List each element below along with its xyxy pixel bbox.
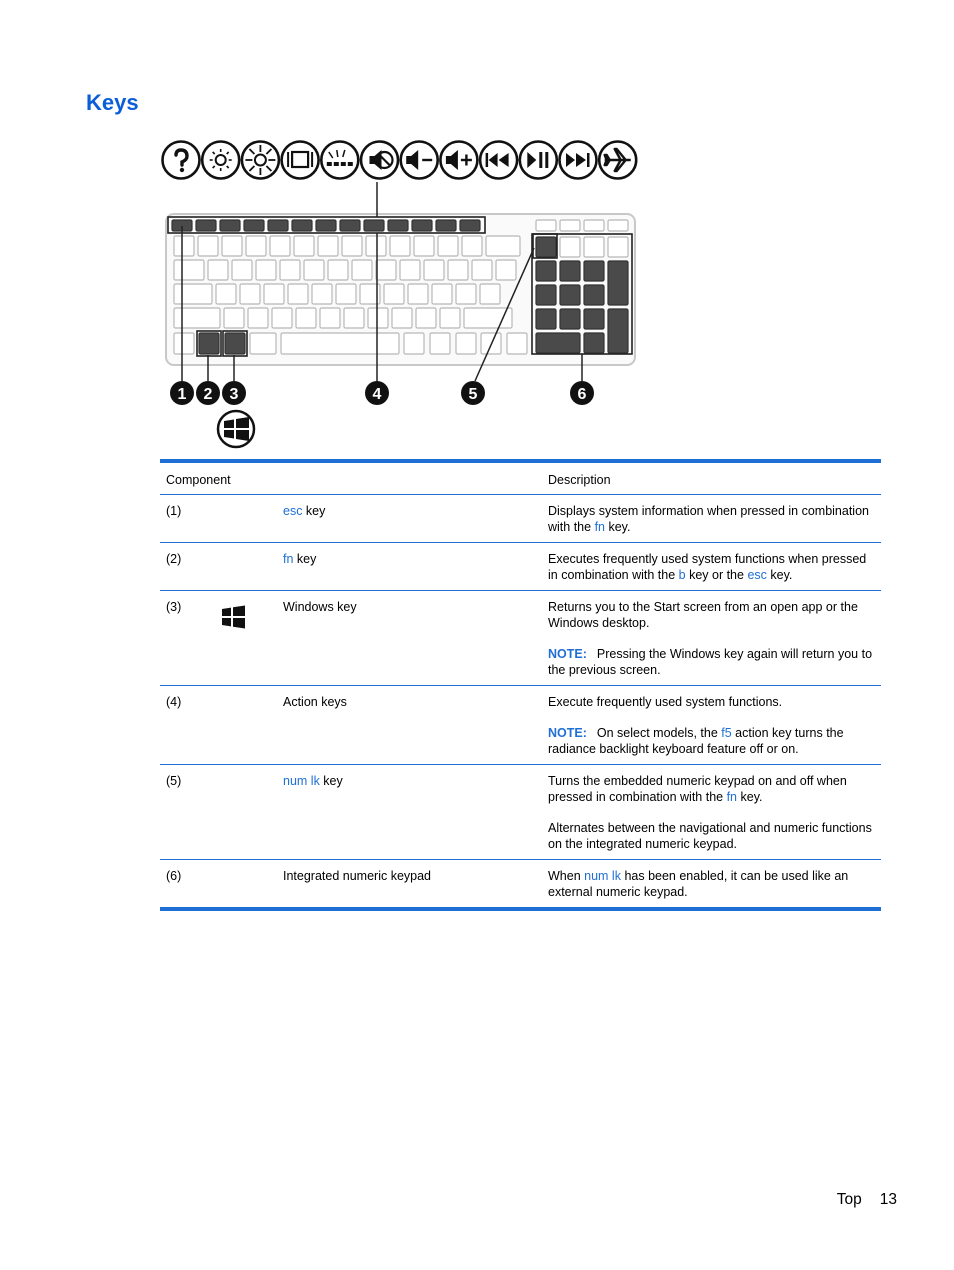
- keyboard-key: [496, 260, 516, 280]
- text-run: key.: [766, 568, 793, 582]
- keyboard-key: [320, 308, 340, 328]
- keyboard-key: [268, 220, 288, 231]
- key-name: num lk: [283, 774, 320, 788]
- keyboard-key: [174, 333, 194, 354]
- component-description: [542, 765, 881, 860]
- svg-text:4: 4: [372, 386, 382, 403]
- keyboard-key: [560, 261, 580, 281]
- keyboard-key: [224, 308, 244, 328]
- keyboard-key: [174, 236, 194, 256]
- keyboard-key: [174, 284, 212, 304]
- key-name: fn: [726, 790, 738, 804]
- keyboard-key: [584, 220, 604, 231]
- keyboard-key: [246, 236, 266, 256]
- keyboard-key: [216, 284, 236, 304]
- keyboard-key: [438, 236, 458, 256]
- text-run: key.: [605, 520, 631, 534]
- help-icon: [163, 142, 200, 179]
- component-icon-cell: [210, 686, 277, 765]
- description-paragraph: [548, 868, 875, 900]
- note-label: NOTE:: [548, 647, 587, 661]
- callout-5: [461, 381, 485, 405]
- keyboard-key: [584, 309, 604, 329]
- keyboard-key: [220, 220, 240, 231]
- text-run: Displays system information when pressed in combination with the: [548, 504, 869, 534]
- description-paragraph: [548, 773, 875, 805]
- component-name: [277, 591, 542, 686]
- table-row: [160, 543, 881, 591]
- keyboard-key: [244, 220, 264, 231]
- keyboard-key: [536, 309, 556, 329]
- keyboard-key: [248, 308, 268, 328]
- page-title: Keys: [86, 90, 139, 115]
- keyboard-key: [424, 260, 444, 280]
- keyboard-key: [364, 220, 384, 231]
- keyboard-key: [608, 220, 628, 231]
- keyboard-key: [240, 284, 260, 304]
- text-run: has been enabled, it can be used like an external numeric keypad.: [548, 869, 849, 899]
- windows-logo-icon: [221, 605, 246, 629]
- description-paragraph: [548, 551, 875, 583]
- component-icon-cell: [210, 495, 277, 543]
- component-name: [277, 765, 542, 860]
- callout-2: [196, 381, 220, 405]
- next-track-icon: [560, 142, 597, 179]
- keyboard-key: [584, 333, 604, 353]
- keyboard-key: [584, 285, 604, 305]
- table-row: [160, 860, 881, 910]
- callout-4: [365, 381, 389, 405]
- text-run: Integrated numeric keypad: [283, 869, 432, 883]
- text-run: key.: [737, 790, 763, 804]
- keyboard-key: [416, 308, 436, 328]
- keyboard-key: [464, 308, 512, 328]
- keyboard-key: [366, 236, 386, 256]
- text-run: Execute frequently used system functions.: [548, 695, 783, 709]
- keyboard-key: [436, 220, 456, 231]
- description-paragraph: [548, 820, 875, 852]
- airplane-mode-icon: [599, 142, 636, 179]
- keyboard-key: [196, 220, 216, 231]
- keyboard-key: [208, 260, 228, 280]
- keyboard-key: [400, 260, 420, 280]
- keyboard-key: [288, 284, 308, 304]
- keyboard-key: [560, 309, 580, 329]
- keyboard-key: [336, 284, 356, 304]
- callout-6: [570, 381, 594, 405]
- keyboard-key: [412, 220, 432, 231]
- text-run: Pressing the Windows key again will return you to the previous screen.: [548, 647, 873, 677]
- keyboard-key: [472, 260, 492, 280]
- component-number: (3): [160, 591, 210, 686]
- text-run: Alternates between the navigational and numeric functions on the integrated numeric keypad.: [548, 821, 872, 851]
- text-run: On select models, the: [596, 726, 722, 740]
- text-run: action key turns the radiance backlight keyboard feature off or on.: [548, 726, 844, 756]
- keyboard-key: [440, 308, 460, 328]
- description-paragraph: [548, 503, 875, 535]
- keyboard-key: [608, 237, 628, 257]
- keyboard-key: [404, 333, 424, 354]
- display-switch-icon: [282, 142, 319, 179]
- keyboard-diagram: [160, 138, 640, 453]
- keyboard-key: [388, 220, 408, 231]
- description-header: Description: [542, 461, 881, 495]
- key-name: fn: [594, 520, 605, 534]
- keyboard-key: [199, 333, 219, 354]
- keyboard-key: [198, 236, 218, 256]
- keyboard-key: [560, 237, 580, 257]
- note-label: NOTE:: [548, 726, 587, 740]
- component-number: (4): [160, 686, 210, 765]
- svg-text:3: 3: [229, 386, 239, 403]
- keyboard-key: [390, 236, 410, 256]
- component-description: [542, 860, 881, 910]
- keyboard-key: [432, 284, 452, 304]
- keyboard-key: [486, 236, 520, 256]
- keyboard-key: [264, 284, 284, 304]
- component-number: (1): [160, 495, 210, 543]
- callout-1: [170, 381, 194, 405]
- svg-text:5: 5: [468, 386, 478, 403]
- keyboard-key: [270, 236, 290, 256]
- text-run: key: [302, 504, 326, 518]
- keyboard-key: [536, 220, 556, 231]
- page-footer: [837, 1191, 897, 1209]
- keyboard-key: [507, 333, 527, 354]
- component-description: [542, 591, 881, 686]
- volume-up-icon: [440, 142, 477, 179]
- volume-down-icon: [401, 142, 438, 179]
- component-description: [542, 686, 881, 765]
- keyboard-key: [536, 261, 556, 281]
- note-paragraph: [548, 646, 875, 678]
- text-run: Turns the embedded numeric keypad on and off when pressed in combination with the: [548, 774, 847, 804]
- page-number: 13: [879, 1191, 897, 1208]
- component-description: [542, 543, 881, 591]
- text-run: key: [293, 552, 317, 566]
- callout-3: [222, 381, 246, 405]
- component-number: (2): [160, 543, 210, 591]
- keyboard-key: [408, 284, 428, 304]
- component-icon-cell: [210, 591, 277, 686]
- keyboard-key: [536, 285, 556, 305]
- keyboard-key: [174, 260, 204, 280]
- keyboard-key: [340, 220, 360, 231]
- key-name: f5: [721, 726, 732, 740]
- keyboard-key: [392, 308, 412, 328]
- component-number: (5): [160, 765, 210, 860]
- keyboard-key: [414, 236, 434, 256]
- keyboard-key: [316, 220, 336, 231]
- key-name: esc: [283, 504, 303, 518]
- component-number: (6): [166, 869, 182, 883]
- description-paragraph: [548, 599, 875, 631]
- component-description: [542, 495, 881, 543]
- keyboard-key: [462, 236, 482, 256]
- keyboard-key: [448, 260, 468, 280]
- table-row: [160, 591, 881, 686]
- mute-icon: [361, 142, 398, 179]
- keyboard-key: [222, 236, 242, 256]
- keyboard-key: [272, 308, 292, 328]
- svg-text:2: 2: [203, 386, 213, 403]
- previous-track-icon: [480, 142, 517, 179]
- text-run: Executes frequently used system functions when pressed in combination with the: [548, 552, 867, 582]
- text-run: Windows key: [283, 600, 357, 614]
- keyboard-key: [225, 333, 245, 354]
- keyboard-key: [584, 261, 604, 281]
- table-header-row: [160, 461, 881, 495]
- keyboard-key: [536, 237, 556, 257]
- keyboard-figure: [160, 138, 640, 453]
- svg-text:6: 6: [577, 386, 587, 403]
- footer-section: Top: [836, 1191, 862, 1208]
- keyboard-key: [460, 220, 480, 231]
- svg-text:1: 1: [177, 386, 187, 403]
- windows-key-icon: [218, 411, 254, 447]
- text-run: key or the: [685, 568, 748, 582]
- keyboard-key: [342, 236, 362, 256]
- key-name: fn: [283, 552, 294, 566]
- keyboard-key: [584, 237, 604, 257]
- keyboard-key: [560, 220, 580, 231]
- table-row: [160, 765, 881, 860]
- keyboard-key: [281, 333, 399, 354]
- keyboard-key: [174, 308, 220, 328]
- components-table-body: [160, 495, 881, 910]
- note-paragraph: [548, 725, 875, 757]
- brightness-up-icon: [242, 142, 279, 179]
- text-run: When: [548, 869, 585, 883]
- keyboard-key: [608, 261, 628, 305]
- keyboard-key: [560, 285, 580, 305]
- keyboard-key: [536, 333, 580, 353]
- keyboard-key: [312, 284, 332, 304]
- keyboard-key: [384, 284, 404, 304]
- table-row: [160, 495, 881, 543]
- component-icon-cell: [210, 543, 277, 591]
- text-run: Action keys: [283, 695, 347, 709]
- keyboard-key: [352, 260, 372, 280]
- keyboard-key: [480, 284, 500, 304]
- keyboard-key: [608, 309, 628, 353]
- brightness-down-icon: [202, 142, 239, 179]
- keyboard-key: [250, 333, 276, 354]
- keyboard-key: [280, 260, 300, 280]
- action-key-icons: [163, 142, 637, 179]
- keyboard-key: [328, 260, 348, 280]
- keyboard-key: [256, 260, 276, 280]
- callout-markers: [170, 381, 594, 405]
- component-name: [277, 543, 542, 591]
- component-name: [277, 495, 542, 543]
- text-run: key: [319, 774, 343, 788]
- key-name: b: [678, 568, 686, 582]
- keyboard-key: [294, 236, 314, 256]
- keyboard-key: [456, 333, 476, 354]
- key-name: num lk: [584, 869, 621, 883]
- keyboard-key: [376, 260, 396, 280]
- keyboard-key: [318, 236, 338, 256]
- keyboard-key: [456, 284, 476, 304]
- keyboard-key: [304, 260, 324, 280]
- table-row: [160, 686, 881, 765]
- description-paragraph: [548, 694, 875, 710]
- component-header: Component: [160, 461, 542, 495]
- keyboard-backlight-icon: [321, 142, 358, 179]
- component-name: [277, 686, 542, 765]
- component-icon-cell: [210, 765, 277, 860]
- components-table: [160, 459, 881, 911]
- component-icon-cell: [210, 860, 277, 910]
- text-run: Returns you to the Start screen from an open app or the Windows desktop.: [548, 600, 858, 630]
- play-pause-icon: [520, 142, 557, 179]
- keyboard-key: [344, 308, 364, 328]
- keyboard-key: [232, 260, 252, 280]
- key-name: esc: [747, 568, 767, 582]
- keyboard-key: [296, 308, 316, 328]
- keyboard-key: [368, 308, 388, 328]
- component-name: [277, 860, 542, 910]
- keyboard-key: [292, 220, 312, 231]
- keyboard-key: [430, 333, 450, 354]
